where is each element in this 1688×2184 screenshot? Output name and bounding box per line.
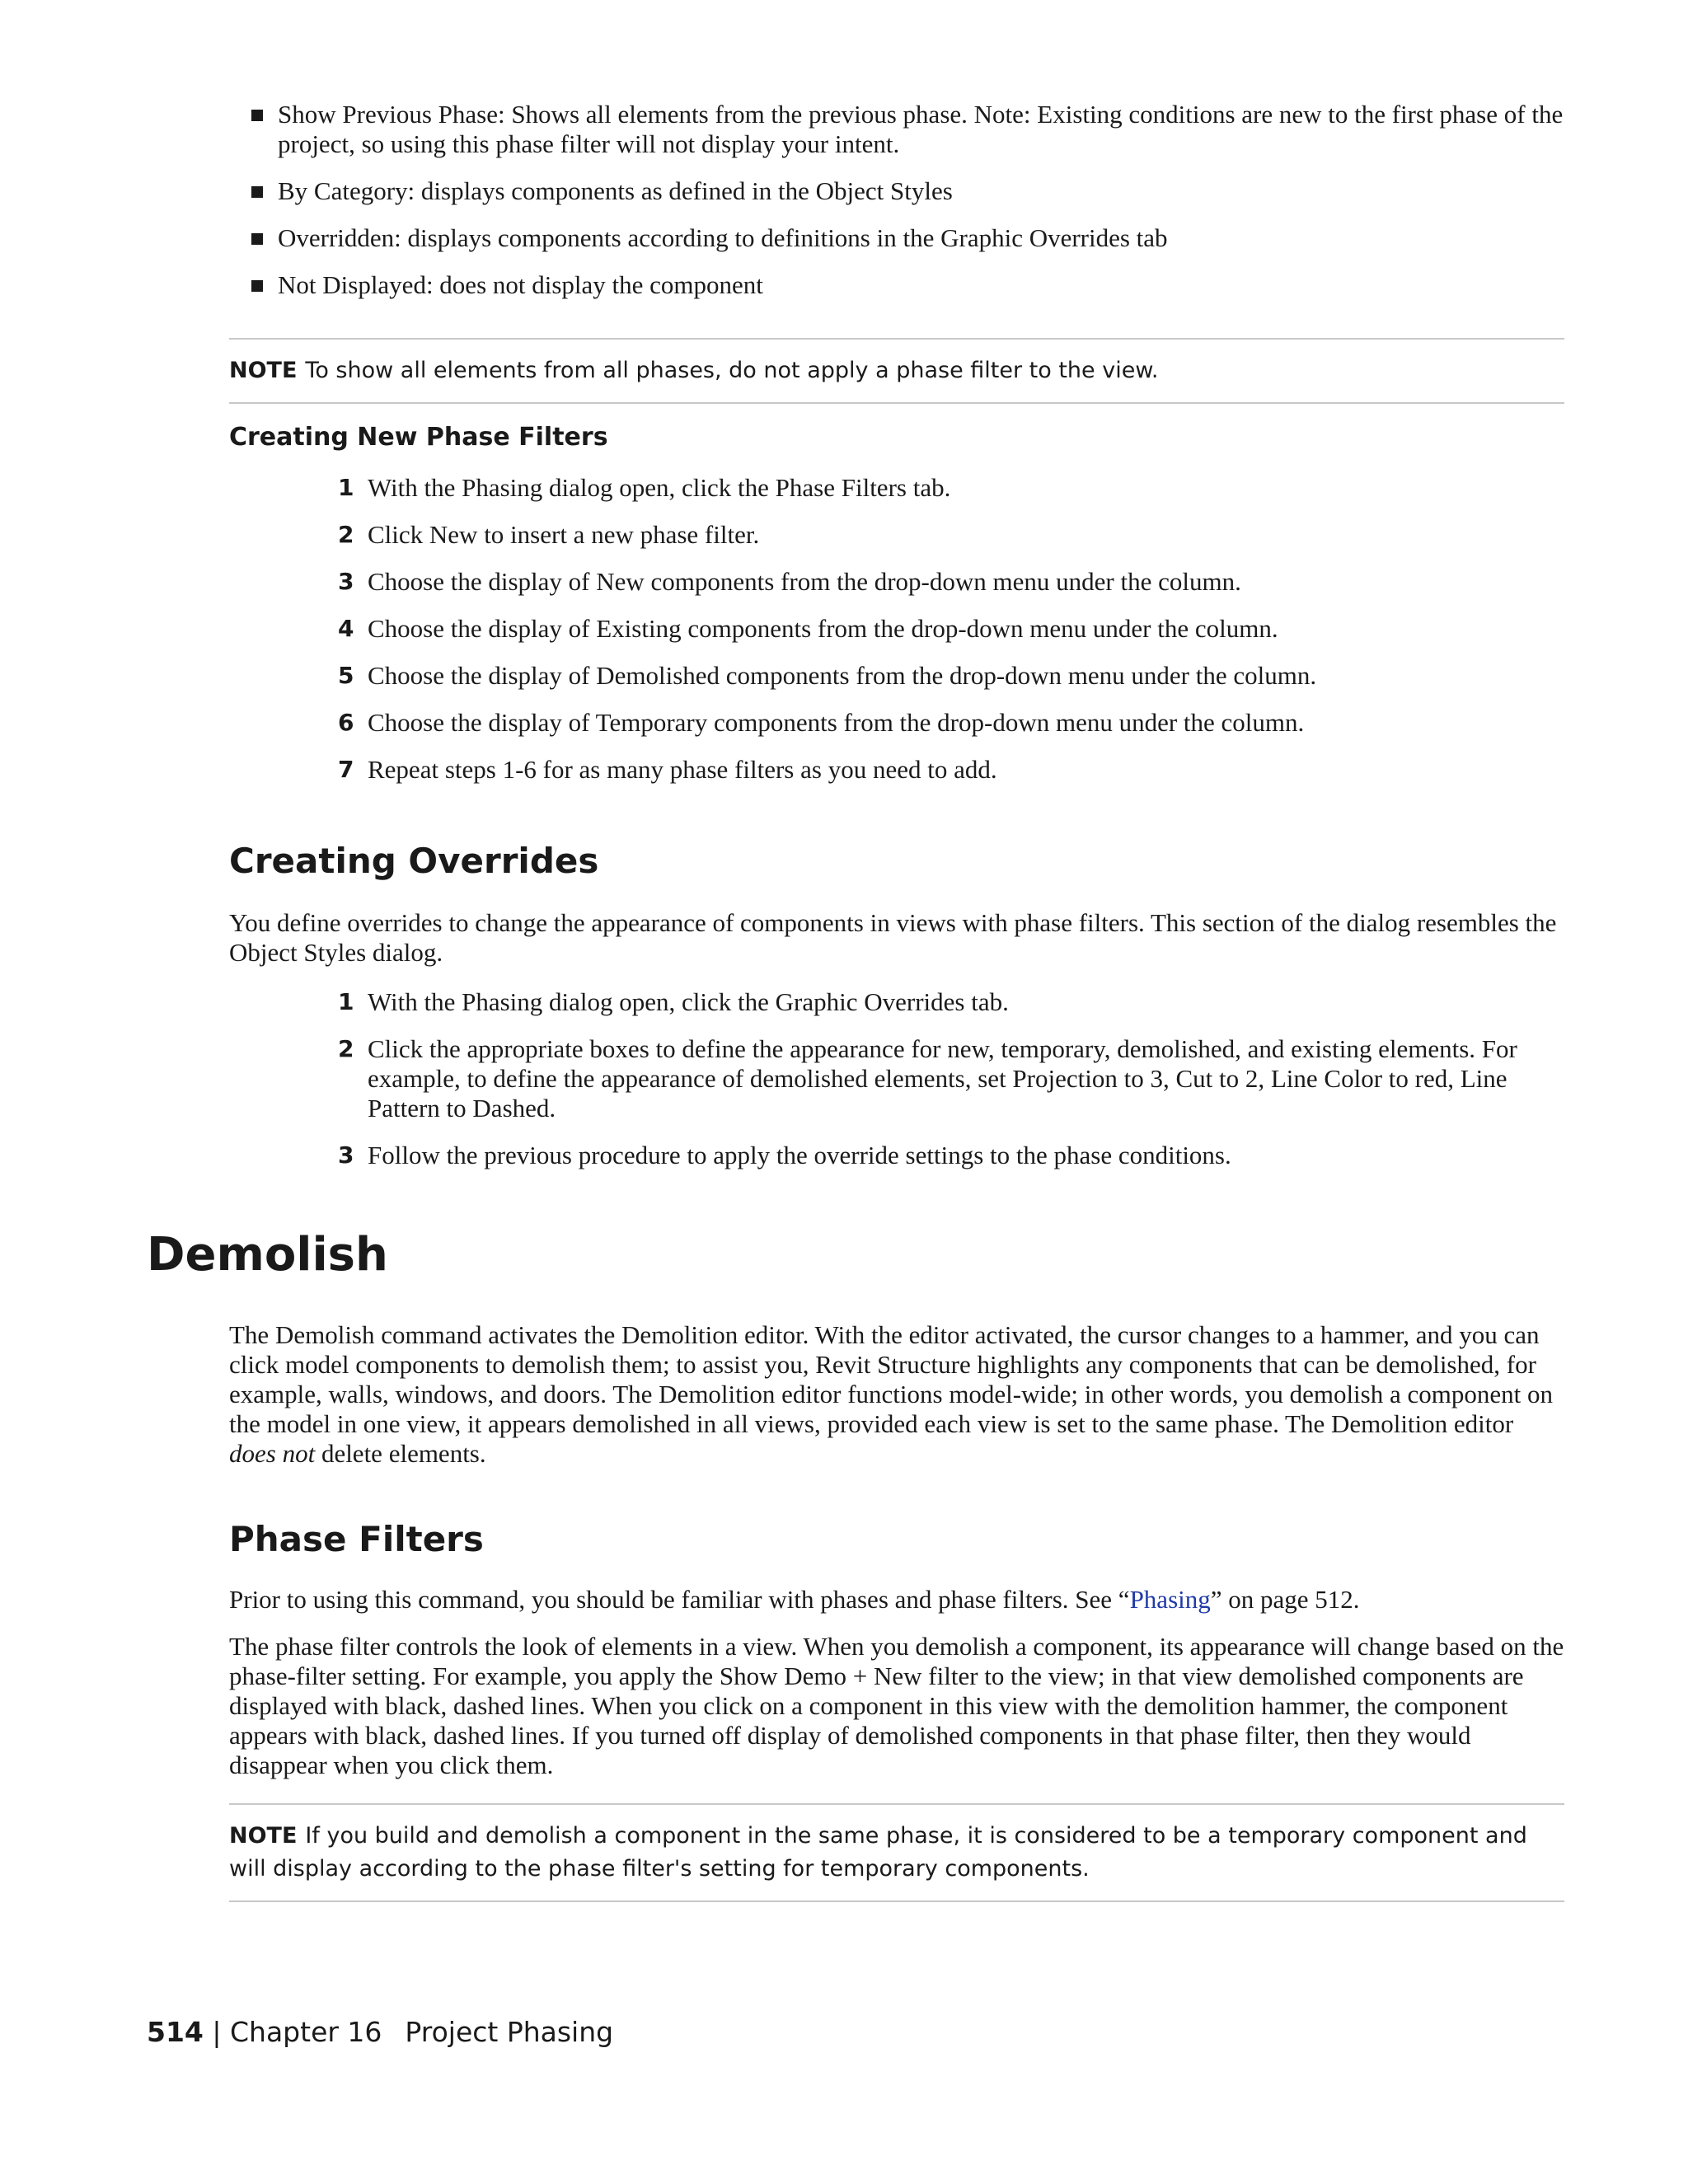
section-heading-demolish: Demolish [147,1228,388,1282]
bullet-square-icon [251,110,263,121]
step-number: 6 [338,709,354,736]
chapter-title: Project Phasing [405,2016,614,2048]
intro-text: Prior to using this command, you should be familiar with phases and phase filters. See “ [229,1585,1130,1614]
list-item [251,223,1570,253]
step-item [338,1141,1566,1170]
step-item [338,661,1566,691]
note-body: To show all elements from all phases, do not apply a phase filter to the view. [305,358,1159,383]
phase-filters-intro [229,1585,1564,1615]
step-number: 2 [338,1035,354,1062]
overrides-steps [338,987,1566,1188]
step-text: Follow the previous procedure to apply the override settings to the phase conditions. [368,1141,1231,1169]
overrides-intro: You define overrides to change the appearance of components in views with phase filters. This section of the dialog resembles the Object Styles dialog. [229,908,1557,967]
intro-text-end: ” on page 512. [1210,1585,1360,1614]
step-number: 3 [338,568,354,595]
note-label: NOTE [229,1823,298,1849]
bullet-square-icon [251,280,263,292]
demolish-paragraph [229,1320,1564,1469]
note-box [229,1803,1564,1902]
emphasis-text: does not [229,1439,316,1468]
note-text [229,1805,1564,1900]
bullet-square-icon [251,186,263,198]
note-box [229,338,1564,404]
step-item [338,567,1566,597]
section-heading-creating-new-phase-filters: Creating New Phase Filters [229,423,608,452]
phase-option-list [251,100,1570,317]
list-item-text: Not Displayed: does not display the component [278,270,763,299]
phasing-link[interactable]: Phasing [1129,1585,1211,1614]
step-number: 7 [338,756,354,783]
step-text: Choose the display of Demolished components from the drop-down menu under the column. [368,661,1317,690]
list-item-text: Show Previous Phase: Shows all elements from the previous phase. Note: Existing conditions are new to the first phase of the project, so using this phase filter will not display your intent. [278,100,1564,158]
list-item [251,270,1570,300]
step-item [338,473,1566,503]
page-number: 514 [147,2016,204,2048]
step-item [338,755,1566,785]
step-number: 4 [338,615,354,642]
step-text: Click New to insert a new phase filter. [368,520,760,549]
note-body: If you build and demolish a component in the same phase, it is considered to be a temporary component and will display according to the phase filter's setting for temporary components. [229,1823,1527,1882]
step-text: Click the appropriate boxes to define the appearance for new, temporary, demolished, and existing elements. For example, to define the appearance of demolished elements, set Projection to 3, Cut to 2, Line Color to red, Line Pattern to Dashed. [368,1034,1517,1122]
step-number: 5 [338,662,354,689]
creating-new-steps [338,473,1566,802]
phase-filters-paragraph: The phase filter controls the look of elements in a view. When you demolish a component, its appearance will change based on the phase-filter setting. For example, you apply the Show Demo + New filter to the view; in that view demolished components are displayed with black, dashed lines. When you click on a component in this view with the demolition hammer, the component appears with black, dashed lines. If you turned off display of demolished components in that phase filter, then they would disappear when you click them. [229,1632,1564,1779]
step-text: Choose the display of Existing components from the drop-down menu under the column. [368,614,1278,643]
step-item [338,708,1566,738]
step-text: Choose the display of Temporary components from the drop-down menu under the column. [368,708,1305,737]
step-number: 1 [338,474,354,501]
step-text: With the Phasing dialog open, click the Graphic Overrides tab. [368,987,1009,1016]
step-number: 1 [338,988,354,1015]
step-text: Choose the display of New components from the drop-down menu under the column. [368,567,1241,596]
demolish-text: The Demolish command activates the Demolition editor. With the editor activated, the cursor changes to a hammer, and you can click model components to demolish them; to assist you, Revit Structure highlights any components that can be demolished, for example, walls, windows, and doors. The Demolition editor functions model-wide; in other words, you demolish a component on the model in one view, it appears demolished in all views, provided each view is set to the same phase. The Demolition editor [229,1320,1553,1438]
step-text: With the Phasing dialog open, click the Phase Filters tab. [368,473,951,502]
step-item [338,1034,1566,1123]
section-heading-phase-filters: Phase Filters [229,1519,484,1559]
step-item [338,614,1566,644]
step-number: 2 [338,521,354,548]
list-item-text: By Category: displays components as defined in the Object Styles [278,176,953,205]
list-item [251,176,1570,206]
footer-separator: | [203,2016,230,2048]
list-item [251,100,1570,159]
chapter-label: Chapter 16 [230,2016,382,2048]
page-footer [147,2016,613,2049]
step-number: 3 [338,1141,354,1169]
list-item-text: Overridden: displays components according to definitions in the Graphic Overrides tab [278,223,1168,252]
demolish-text-end: delete elements. [315,1439,486,1468]
note-text [229,340,1564,402]
bullet-square-icon [251,233,263,245]
section-heading-creating-overrides: Creating Overrides [229,841,599,881]
step-item [338,987,1566,1017]
note-label: NOTE [229,358,298,383]
step-item [338,520,1566,550]
step-text: Repeat steps 1-6 for as many phase filters as you need to add. [368,755,997,784]
